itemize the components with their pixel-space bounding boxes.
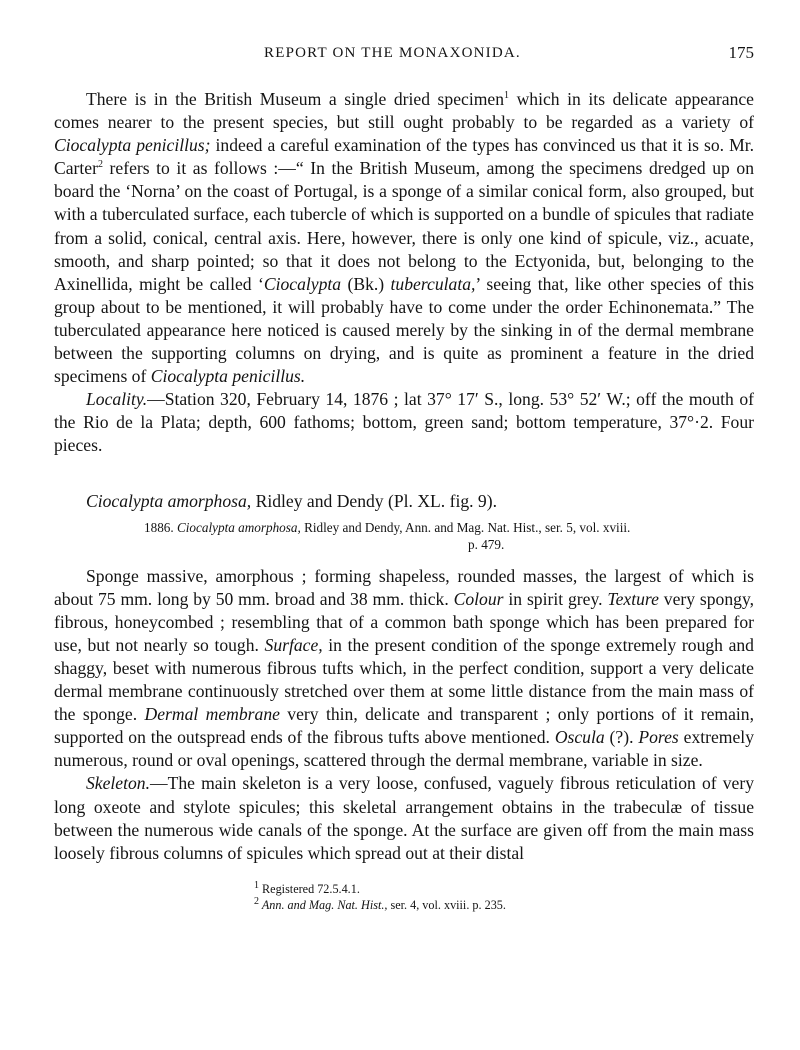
citation-year: 1886.: [144, 519, 174, 535]
footnote-ref-2: 2: [97, 159, 103, 171]
footnote-2-journal: Ann. and Mag. Nat. Hist.,: [259, 897, 388, 912]
para1-species-2: Ciocalypta: [263, 273, 342, 294]
desc-text-2: in spirit grey.: [503, 588, 608, 609]
footnote-1-text: Registered 72.5.4.1.: [259, 881, 360, 896]
footnotes: [254, 881, 754, 913]
para1-text-2: which in its delicate appearance comes nearer to the present species, but still ought probably to be regarded as a variety of: [54, 89, 754, 133]
desc-text-6: (?).: [604, 727, 639, 748]
para1-text-6: ’ seeing that, like other species of this group about to be mentioned, it will probably have to come under the order Echinonemata.” The tuberculated appearance here noticed is caused merely by the sinking in of the dermal membrane between the supporting columns on drying, and is quite as prominent a feature in the dried specimens of: [54, 273, 754, 387]
paragraph-skeleton: [54, 772, 754, 864]
desc-surface: Surface,: [264, 634, 323, 655]
desc-dermal-membrane: Dermal membrane: [144, 704, 280, 725]
para1-species-3: tuberculata,: [390, 273, 476, 294]
skeleton-label: Skeleton.: [86, 773, 150, 794]
species-heading-rest: Ridley and Dendy (Pl. XL. fig. 9).: [251, 490, 497, 511]
desc-text-5: very thin, delicate and transparent ; only portions of it remain, supported on the outspread ends of the fibrous tufts above mentioned.: [54, 704, 754, 748]
running-head-title: REPORT ON THE MONAXONIDA.: [264, 45, 521, 61]
synonymy-citation: [144, 519, 754, 553]
citation-text: Ridley and Dendy, Ann. and Mag. Nat. Hist., ser. 5, vol. xviii.: [300, 519, 631, 535]
desc-text-4: in the present condition of the sponge extremely rough and shaggy, beset with numerous fibrous tufts which, in the perfect condition, support a very delicate dermal membrane continuously stretched over them at some little distance from the main mass of the sponge.: [54, 634, 754, 725]
desc-text-1: Sponge massive, amorphous ; forming shapeless, rounded masses, the largest of which is about 75 mm. long by 50 mm. broad and 38 mm. thick.: [54, 565, 754, 609]
para1-species-1: Ciocalypta penicillus;: [54, 135, 211, 156]
desc-text-7: extremely numerous, round or oval openings, scattered through the dermal membrane, variable in size.: [54, 727, 754, 771]
para1-text-5: (Bk.): [341, 273, 391, 294]
para1-text-4: refers to it as follows :—“ In the British Museum, among the specimens dredged up on board the ‘Norna’ on the coast of Portugal, is a sponge of a similar conical form, also grouped, but with a tuberculated surface, each tubercle of which is supported on a bundle of spicules that radiate from a solid, conical, central axis. Here, however, there is only one kind of spicule, viz., acuate, smooth, and sharp pointed; so that it does not belong to the Ectyonida, but, belonging to the Axinellida, might be called ‘: [54, 158, 754, 294]
desc-text-3: very spongy, fibrous, honeycombed ; resembling that of a common bath sponge which has been prepared for use, but not nearly so tough.: [54, 588, 754, 655]
para1-species-4: Ciocalypta penicillus.: [150, 366, 306, 387]
footnote-2: [254, 897, 754, 913]
paragraph-british-museum: [54, 88, 754, 388]
footnote-2-text: ser. 4, vol. xviii. p. 235.: [387, 897, 506, 912]
skeleton-text: —The main skeleton is a very loose, confused, vaguely fibrous reticulation of very long oxeote and stylote spicules; this skeletal arrangement obtains in the trabeculæ of tissue between the numerous wide canals of the sponge. At the surface are given off from the main mass loosely fibrous columns of spicules which spread out at their distal: [54, 773, 754, 863]
page-number: 175: [728, 43, 754, 62]
running-head: [54, 40, 754, 66]
citation-page: p. 479.: [468, 536, 505, 552]
footnote-2-number: 2: [254, 895, 259, 907]
desc-pores: Pores: [638, 727, 679, 748]
citation-species: Ciocalypta amorphosa,: [173, 519, 301, 535]
paragraph-locality: [54, 388, 754, 457]
desc-colour: Colour: [453, 588, 504, 609]
locality-label: Locality.: [86, 389, 148, 410]
locality-text: —Station 320, February 14, 1876 ; lat 37° 17′ S., long. 53° 52′ W.; off the mouth of the Rio de la Plata; depth, 600 fathoms; bottom, green sand; bottom temperature, 37°·2. Four pieces.: [54, 389, 754, 456]
species-heading-name: Ciocalypta amorphosa,: [86, 490, 252, 511]
para1-text-1: There is in the British Museum a single dried specimen: [86, 89, 505, 109]
species-heading: [54, 490, 754, 513]
footnote-1: [254, 881, 754, 897]
desc-oscula: Oscula: [554, 727, 605, 748]
para1-text-3: indeed a careful examination of the types has convinced us that it is so. Mr. Carter: [54, 135, 755, 179]
footnote-ref-1: 1: [504, 90, 510, 102]
desc-texture: Texture: [607, 588, 659, 609]
footnote-1-number: 1: [254, 879, 259, 891]
paragraph-description: [54, 565, 754, 773]
